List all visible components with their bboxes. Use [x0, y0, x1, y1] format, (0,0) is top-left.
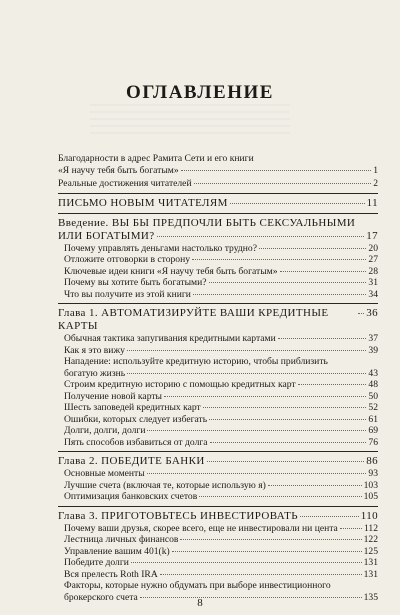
- toc-entry: Победите долги 131: [64, 557, 378, 568]
- toc-entry: Что вы получите из этой книги 34: [64, 288, 378, 300]
- toc-entry: Почему управлять деньгами настолько трудно? 20: [64, 242, 378, 254]
- toc-entry: Пять способов избавиться от долга 76: [64, 436, 378, 448]
- toc-entry: Почему вы хотите быть богатыми? 31: [64, 277, 378, 288]
- toc-entry: Как я это вижу 39: [64, 344, 378, 356]
- toc-entry-acknowledgements: Благодарности в адрес Рамита Сети и его книги «Я научу тебя быть богатым» 1: [58, 153, 378, 176]
- toc-entry: Обычная тактика запугивания кредитными картами 37: [64, 333, 378, 344]
- toc-entry: Ошибки, которых следует избегать 61: [64, 413, 378, 425]
- table-of-contents: [58, 153, 378, 603]
- toc-entry: Нападение: используйте кредитную историю, чтобы приблизить богатую жизнь 43: [64, 356, 378, 379]
- toc-entry: Основные моменты 93: [64, 468, 378, 479]
- toc-chapter-3: Глава 3. ПРИГОТОВЬТЕСЬ ИНВЕСТИРОВАТЬ 110: [58, 509, 378, 522]
- toc-entry: Ключевые идеи книги «Я научу тебя быть богатым» 28: [64, 265, 378, 277]
- bleed-through: [90, 104, 290, 134]
- toc-entry: Получение новой карты 50: [64, 390, 378, 402]
- toc-entry-reader-achievements: Реальные достижения читателей 2: [58, 178, 378, 189]
- toc-entry: Оптимизация банковских счетов 105: [64, 491, 378, 502]
- toc-entry: Лучшие счета (включая те, которые использую я) 103: [64, 479, 378, 491]
- toc-entry: Факторы, которые нужно обдумать при выборе инвестиционного брокерского счета 135: [64, 580, 378, 603]
- toc-title: ОГЛАВЛЕНИЕ: [126, 82, 274, 103]
- page-number: 8: [197, 597, 203, 609]
- toc-entry: Отложите отговорки в сторону 27: [64, 254, 378, 265]
- toc-entry: Лестница личных финансов 122: [64, 534, 378, 545]
- toc-chapter-2: Глава 2. ПОБЕДИТЕ БАНКИ 86: [58, 455, 378, 467]
- toc-entry: Строим кредитную историю с помощью кредитных карт 48: [64, 379, 378, 390]
- toc-letter: ПИСЬМО НОВЫМ ЧИТАТЕЛЯМ 11: [58, 196, 378, 209]
- toc-entry: Долги, долги, долги 69: [64, 425, 378, 436]
- toc-chapter-intro: Введение. ВЫ БЫ ПРЕДПОЧЛИ БЫТЬ СЕКСУАЛЬНЫМИ ИЛИ БОГАТЫМИ? 17: [58, 216, 378, 242]
- toc-entry: Вся прелесть Roth IRA 131: [64, 568, 378, 580]
- toc-entry: Управление вашим 401(k) 125: [64, 545, 378, 557]
- toc-entry: Шесть заповедей кредитных карт 52: [64, 402, 378, 413]
- toc-entry: Почему ваши друзья, скорее всего, еще не инвестировали ни цента 112: [64, 522, 378, 534]
- toc-chapter-1: Глава 1. АВТОМАТИЗИРУЙТЕ ВАШИ КРЕДИТНЫЕ КАРТЫ 36: [58, 307, 378, 332]
